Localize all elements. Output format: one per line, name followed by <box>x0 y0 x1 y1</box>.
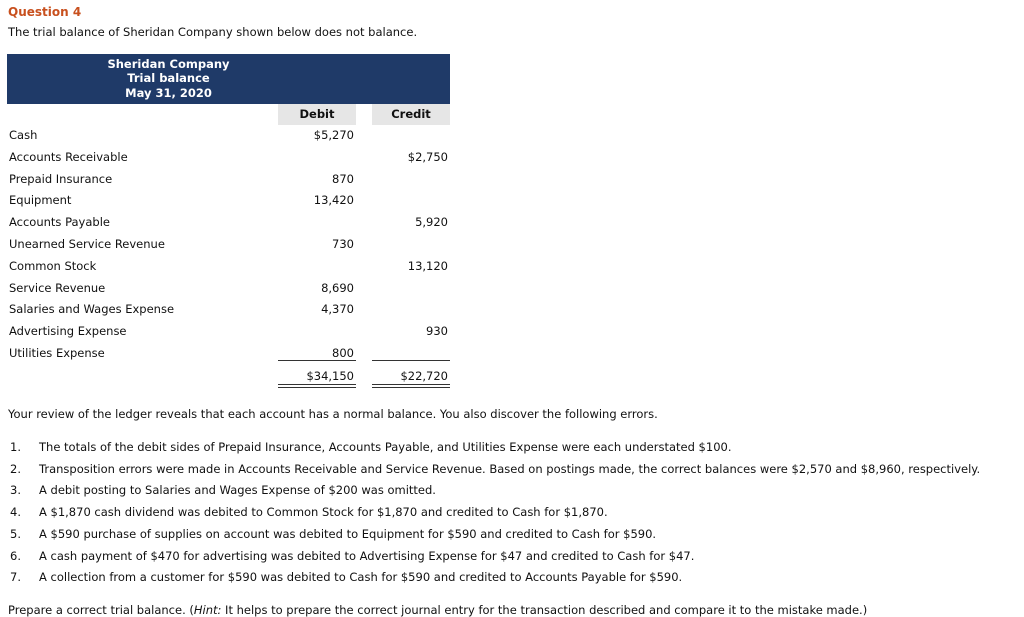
debit-value: 870 <box>332 172 354 186</box>
debit-value: 8,690 <box>321 281 354 295</box>
debit-total-double-rule-1 <box>278 384 356 385</box>
error-number: 7. <box>10 570 21 584</box>
error-number: 4. <box>10 505 21 519</box>
error-text: A debit posting to Salaries and Wages Expense of $200 was omitted. <box>39 483 436 497</box>
credit-value: 13,120 <box>407 259 448 273</box>
account-name: Equipment <box>9 193 72 207</box>
credit-total-double-rule-1 <box>372 384 450 385</box>
error-text: Transposition errors were made in Accounts Receivable and Service Revenue. Based on postings made, the correct balances were $2,570 and $8,960, respectively. <box>39 462 981 476</box>
debit-total-double-rule-2 <box>278 387 356 388</box>
error-text: A cash payment of $470 for advertising was debited to Advertising Expense for $47 and credited to Cash for $47. <box>39 549 695 563</box>
total-debit: $34,150 <box>306 369 354 383</box>
credit-value: 5,920 <box>415 215 448 229</box>
error-text: The totals of the debit sides of Prepaid Insurance, Accounts Payable, and Utilities Expense were each understated $100. <box>39 440 732 454</box>
error-text: A $1,870 cash dividend was debited to Common Stock for $1,870 and credited to Cash for $1,870. <box>39 505 608 519</box>
review-text: Your review of the ledger reveals that each account has a normal balance. You also discover the following errors. <box>8 407 658 421</box>
account-name: Salaries and Wages Expense <box>9 302 175 316</box>
account-name: Prepaid Insurance <box>9 172 113 186</box>
account-name: Advertising Expense <box>9 324 127 338</box>
credit-value: 930 <box>426 324 448 338</box>
prepare-text-after: It helps to prepare the correct journal entry for the transaction described and compare it to the mistake made.) <box>221 603 868 617</box>
debit-value: 800 <box>332 346 354 360</box>
credit-value: $2,750 <box>407 150 448 164</box>
report-date: May 31, 2020 <box>125 86 212 100</box>
question-title: Question 4 <box>8 5 82 19</box>
credit-column-header: Credit <box>372 104 450 125</box>
account-name: Common Stock <box>9 259 97 273</box>
prepare-text-before: Prepare a correct trial balance. ( <box>8 603 194 617</box>
hint-label: Hint: <box>193 603 222 617</box>
credit-total-double-rule-2 <box>372 387 450 388</box>
error-number: 2. <box>10 462 21 476</box>
debit-subtotal-rule <box>278 360 356 361</box>
error-number: 1. <box>10 440 21 454</box>
error-number: 3. <box>10 483 21 497</box>
account-name: Service Revenue <box>9 281 106 295</box>
account-name: Cash <box>9 128 38 142</box>
account-name: Unearned Service Revenue <box>9 237 165 251</box>
account-name: Accounts Payable <box>9 215 110 229</box>
credit-subtotal-rule <box>372 360 450 361</box>
company-name: Sheridan Company <box>107 57 230 71</box>
error-number: 5. <box>10 527 21 541</box>
debit-value: 730 <box>332 237 354 251</box>
debit-value: 13,420 <box>313 193 354 207</box>
account-name: Accounts Receivable <box>9 150 128 164</box>
report-name: Trial balance <box>127 71 210 85</box>
error-text: A collection from a customer for $590 was debited to Cash for $590 and credited to Accounts Payable for $590. <box>39 570 683 584</box>
question-intro: The trial balance of Sheridan Company shown below does not balance. <box>8 25 418 39</box>
account-name: Utilities Expense <box>9 346 105 360</box>
error-text: A $590 purchase of supplies on account was debited to Equipment for $590 and credited to Cash for $590. <box>39 527 657 541</box>
debit-value: $5,270 <box>313 128 354 142</box>
debit-value: 4,370 <box>321 302 354 316</box>
total-credit: $22,720 <box>400 369 448 383</box>
error-number: 6. <box>10 549 21 563</box>
trial-balance-header <box>7 54 450 104</box>
debit-column-header: Debit <box>278 104 356 125</box>
prepare-instruction <box>8 603 867 617</box>
